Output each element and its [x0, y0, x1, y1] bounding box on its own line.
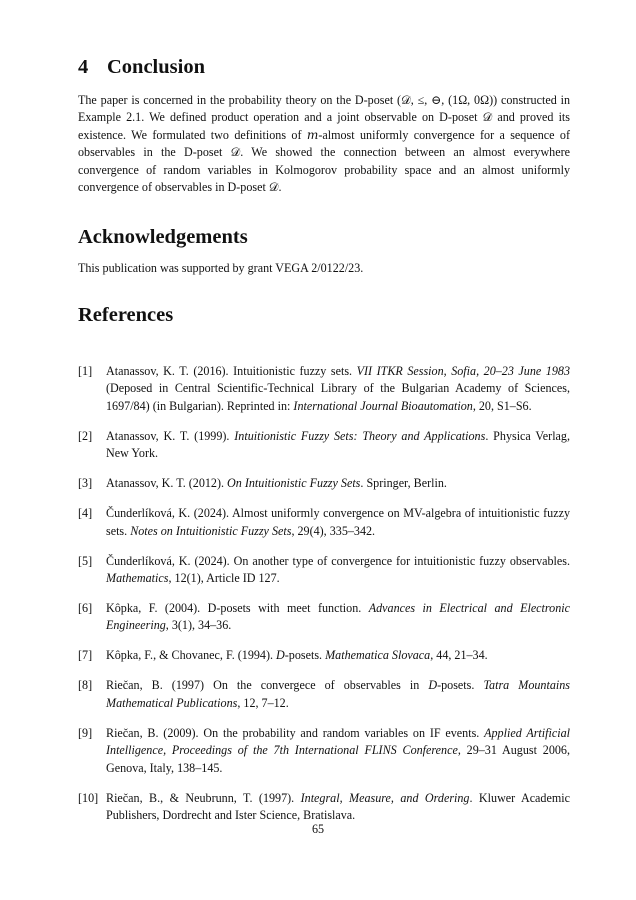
section-number: 4 — [78, 56, 89, 78]
ref-text: Atanassov, K. T. (2012). — [106, 476, 228, 491]
ref-text: , 44, 21–34. — [430, 648, 488, 663]
references-heading: References — [78, 304, 174, 326]
conclusion-paragraph: The paper is concerned in the probability theory on the D-poset (𝒟, ≤, ⊖, (1Ω, 0Ω)) constructed in Example 2.1. We defined product operation and a joint observable on D-poset 𝒟 and proved its existence. We formulated two definitions of 𝑚-almost uniformly convergence for a sequence of observables in the D-poset 𝒟. We showed the connection between an almost everywhere convergence of random variables in Kolmogorov probability space and an almost uniformly convergence of observables in D-poset 𝒟. — [78, 93, 570, 195]
ref-text: Riečan, B. (1997) On the convergece of observables in — [106, 678, 429, 693]
reference-item — [78, 725, 570, 777]
ref-text: Atanassov, K. T. (2016). Intuitionistic fuzzy sets. — [106, 364, 357, 378]
ref-text: Čunderlíková, K. (2024). Almost uniformly convergence on MV-algebra of intuitionistic fuzzy sets. — [106, 506, 570, 538]
ref-text: , 29–31 August 2006, Genova, Italy, 138–145. — [106, 743, 570, 775]
ref-italic: Intuitionistic Fuzzy Sets: Theory and Applications — [234, 428, 486, 443]
reference-label: [1] — [78, 364, 93, 378]
ref-text: , 20, S1–S6. — [472, 398, 532, 413]
reference-label: [2] — [78, 428, 93, 443]
ref-italic: Mathematica Slovaca — [325, 648, 431, 663]
ref-text: , 12(1), Article ID 127. — [168, 571, 280, 586]
reference-item — [78, 600, 570, 635]
reference-label: [3] — [78, 476, 93, 491]
ref-italic: Advances in Electrical and Electronic Engineering — [106, 601, 570, 633]
reference-item — [78, 363, 570, 415]
ref-italic: On Intuitionistic Fuzzy Sets — [227, 476, 361, 491]
ref-text: , 12, 7–12. — [237, 695, 289, 710]
ref-text: Riečan, B., & Neubrunn, T. (1997). — [106, 790, 301, 805]
ref-italic: Notes on Intuitionistic Fuzzy Sets — [130, 523, 292, 538]
ref-italic: D — [276, 648, 285, 663]
ref-text: . Springer, Berlin. — [360, 476, 447, 491]
ref-text: (Deposed in Central Scientific-Technical Library of the Bulgarian Academy of Sciences, 1697/84) (in Bulgarian). Reprinted in: — [106, 381, 570, 413]
reference-item — [78, 505, 570, 540]
reference-list — [78, 363, 570, 837]
ref-text: Kôpka, F. (2004). D-posets with meet function. — [106, 601, 369, 616]
reference-label: [5] — [78, 553, 93, 568]
reference-label: [6] — [78, 601, 93, 616]
ref-italic: Integral, Measure, and Ordering — [300, 790, 470, 805]
ref-text: . Physica Verlag, New York. — [106, 428, 570, 461]
ref-italic: Tatra Mountains Mathematical Publications — [106, 678, 570, 710]
reference-label: [10] — [78, 790, 99, 805]
reference-item — [78, 647, 570, 664]
reference-item — [78, 677, 570, 712]
reference-label: [8] — [78, 678, 93, 693]
section-heading-conclusion — [78, 56, 205, 79]
ref-italic: International Journal Bioautomation — [293, 398, 473, 413]
ref-italic: D — [428, 678, 438, 693]
reference-item — [78, 790, 570, 825]
ref-text: , 29(4), 335–342. — [291, 523, 376, 538]
reference-item — [78, 475, 570, 492]
acknowledgements-heading: Acknowledgements — [78, 226, 248, 248]
reference-item — [78, 553, 570, 588]
ref-text: . Kluwer Academic Publishers, Dordrecht and Ister Science, Bratislava. — [106, 790, 570, 823]
ref-text: Riečan, B. (2009). On the probability and random variables on IF events. — [106, 725, 485, 740]
ref-italic: VII ITKR Session, Sofia, 20–23 June 1983 — [356, 364, 570, 378]
section-title: Conclusion — [107, 56, 205, 78]
ref-text: Kôpka, F., & Chovanec, F. (1994). — [106, 648, 277, 663]
ref-text: , 3(1), 34–36. — [165, 618, 232, 633]
ref-italic: Mathematics — [106, 571, 169, 586]
reference-label: [9] — [78, 725, 93, 740]
page-number: 65 — [311, 822, 325, 836]
acknowledgements-paragraph: This publication was supported by grant VEGA 2/0122/23. — [78, 261, 364, 275]
reference-label: [7] — [78, 648, 93, 663]
ref-text: Atanassov, K. T. (1999). — [106, 428, 235, 443]
ref-text: -posets. — [437, 678, 484, 693]
reference-item — [78, 428, 570, 463]
ref-text: -posets. — [284, 648, 326, 663]
ref-italic: Applied Artificial Intelligence, Proceedings of the 7th International FLINS Conference — [106, 725, 571, 758]
ref-text: Čunderlíková, K. (2024). On another type of convergence for intuitionistic fuzzy observables. — [106, 553, 570, 568]
reference-label: [4] — [78, 506, 93, 521]
